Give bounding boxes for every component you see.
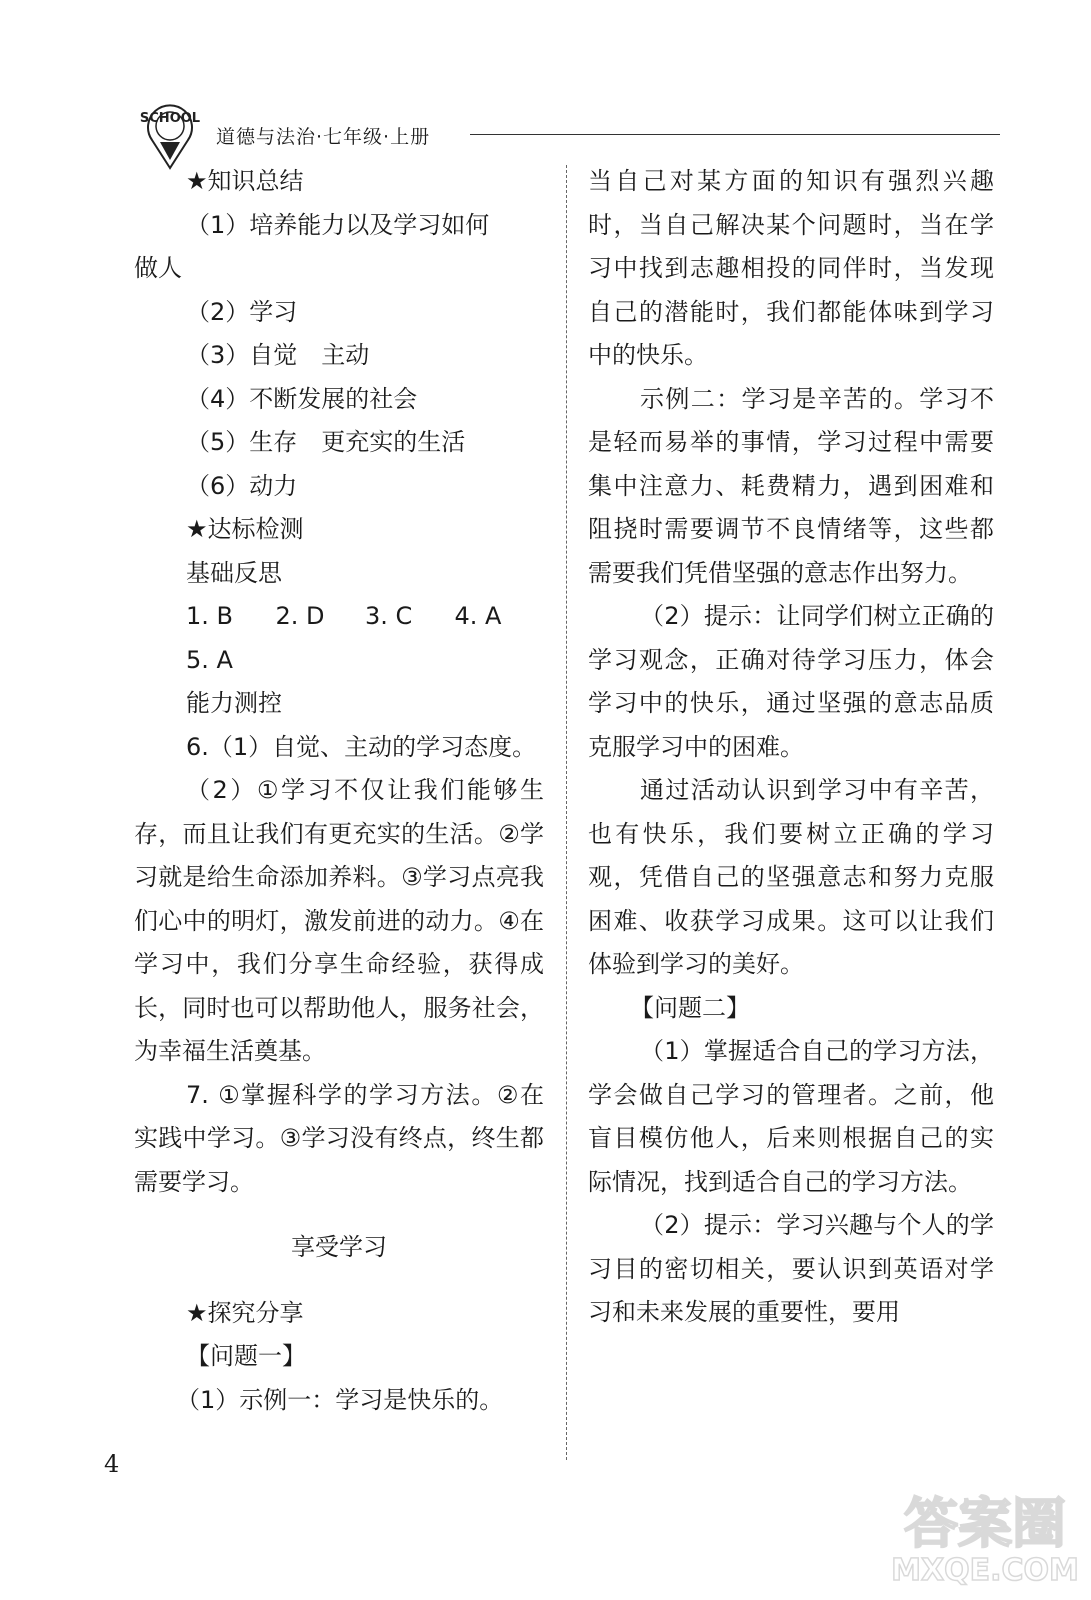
answer-1: 1. B: [186, 602, 233, 630]
answer-4: 4. A: [454, 602, 502, 630]
right-column: [588, 160, 994, 1335]
summary-item-6: （6）动力: [186, 471, 298, 500]
watermark-url: MXQE.COM: [891, 1553, 1079, 1588]
heading-problem-1: 【问题一】: [186, 1342, 306, 1370]
book-title: 道德与法治·七年级·上册: [216, 126, 431, 148]
example-2-text: 示例二：学习是辛苦的。学习不是轻而易举的事情，学习过程中需要集中注意力、耗费精力，遇到困难和阻挠时需要调节不良情绪等，这些都需要我们凭借坚强的意志作出努力。: [588, 384, 994, 587]
section-title: 享受学习: [291, 1233, 387, 1261]
problem-1-part-1: （1）示例一：学习是快乐的。: [176, 1385, 504, 1414]
heading-problem-2: 【问题二】: [630, 993, 750, 1022]
watermark-logo-icon: [890, 1480, 1080, 1590]
summary-item-4: （4）不断发展的社会: [186, 384, 418, 413]
problem-2-part-2: （2）提示：学习兴趣与个人的学习目的密切相关，要认识到英语对学习和未来发展的重要性，要用: [588, 1211, 994, 1326]
column-divider: [566, 165, 567, 1460]
logo-text: SCHOOL: [139, 111, 201, 126]
summary-item-1-cont: 做人: [134, 254, 182, 282]
summary-item-3: （3）自觉 主动: [186, 341, 370, 369]
heading-explore-share: ★探究分享: [186, 1298, 304, 1327]
summary-item-1: （1）培养能力以及学习如何: [186, 210, 490, 239]
activity-summary: 通过活动认识到学习中有辛苦，也有快乐，我们要树立正确的学习观，凭借自己的坚强意志和努力克服困难、收获学习成果。这可以让我们体验到学习的美好。: [588, 776, 994, 978]
heading-knowledge-summary: ★知识总结: [186, 167, 304, 195]
header-rule: [470, 134, 1000, 135]
watermark-text: 答案圈: [904, 1492, 1066, 1555]
left-column: [134, 160, 544, 1422]
problem-1-part-2: （2）提示：让同学们树立正确的学习观念，正确对待学习压力，体会学习中的快乐，通过坚强的意志品质克服学习中的困难。: [588, 602, 994, 761]
answer-2: 2. D: [275, 602, 325, 630]
answer-row: [134, 595, 544, 639]
question-6-part-1: 6.（1）自觉、主动的学习态度。: [186, 732, 537, 761]
summary-item-5: （5）生存 更充实的生活: [186, 428, 466, 456]
problem-2-part-1: （1）掌握适合自己的学习方法，学会做自己学习的管理者。之前，他盲目模仿他人，后来则根据自己的实际情况，找到适合自己的学习方法。: [588, 1037, 994, 1196]
answer-3: 3. C: [365, 602, 413, 630]
question-6-part-2: （2）①学习不仅让我们能够生存，而且让我们有更充实的生活。②学习就是给生命添加养料。③学习点亮我们心中的明灯，激发前进的动力。④在学习中，我们分享生命经验，获得成长，同时也可以帮助他人，服务社会，为幸福生活奠基。: [134, 776, 544, 1065]
example-1-text: 当自己对某方面的知识有强烈兴趣时，当自己解决某个问题时，当在学习中找到志趣相投的同伴时，当发现自己的潜能时，我们都能体味到学习中的快乐。: [588, 167, 994, 369]
heading-ability-test: 能力测控: [186, 689, 282, 717]
question-7: 7. ①掌握科学的学习方法。②在实践中学习。③学习没有终点，终生都需要学习。: [134, 1080, 544, 1196]
summary-item-2: （2）学习: [186, 297, 298, 326]
heading-test: ★达标检测: [186, 515, 304, 543]
page-number: 4: [104, 1450, 120, 1478]
heading-basic-reflection: 基础反思: [186, 558, 282, 587]
answer-5: 5. A: [186, 645, 233, 674]
